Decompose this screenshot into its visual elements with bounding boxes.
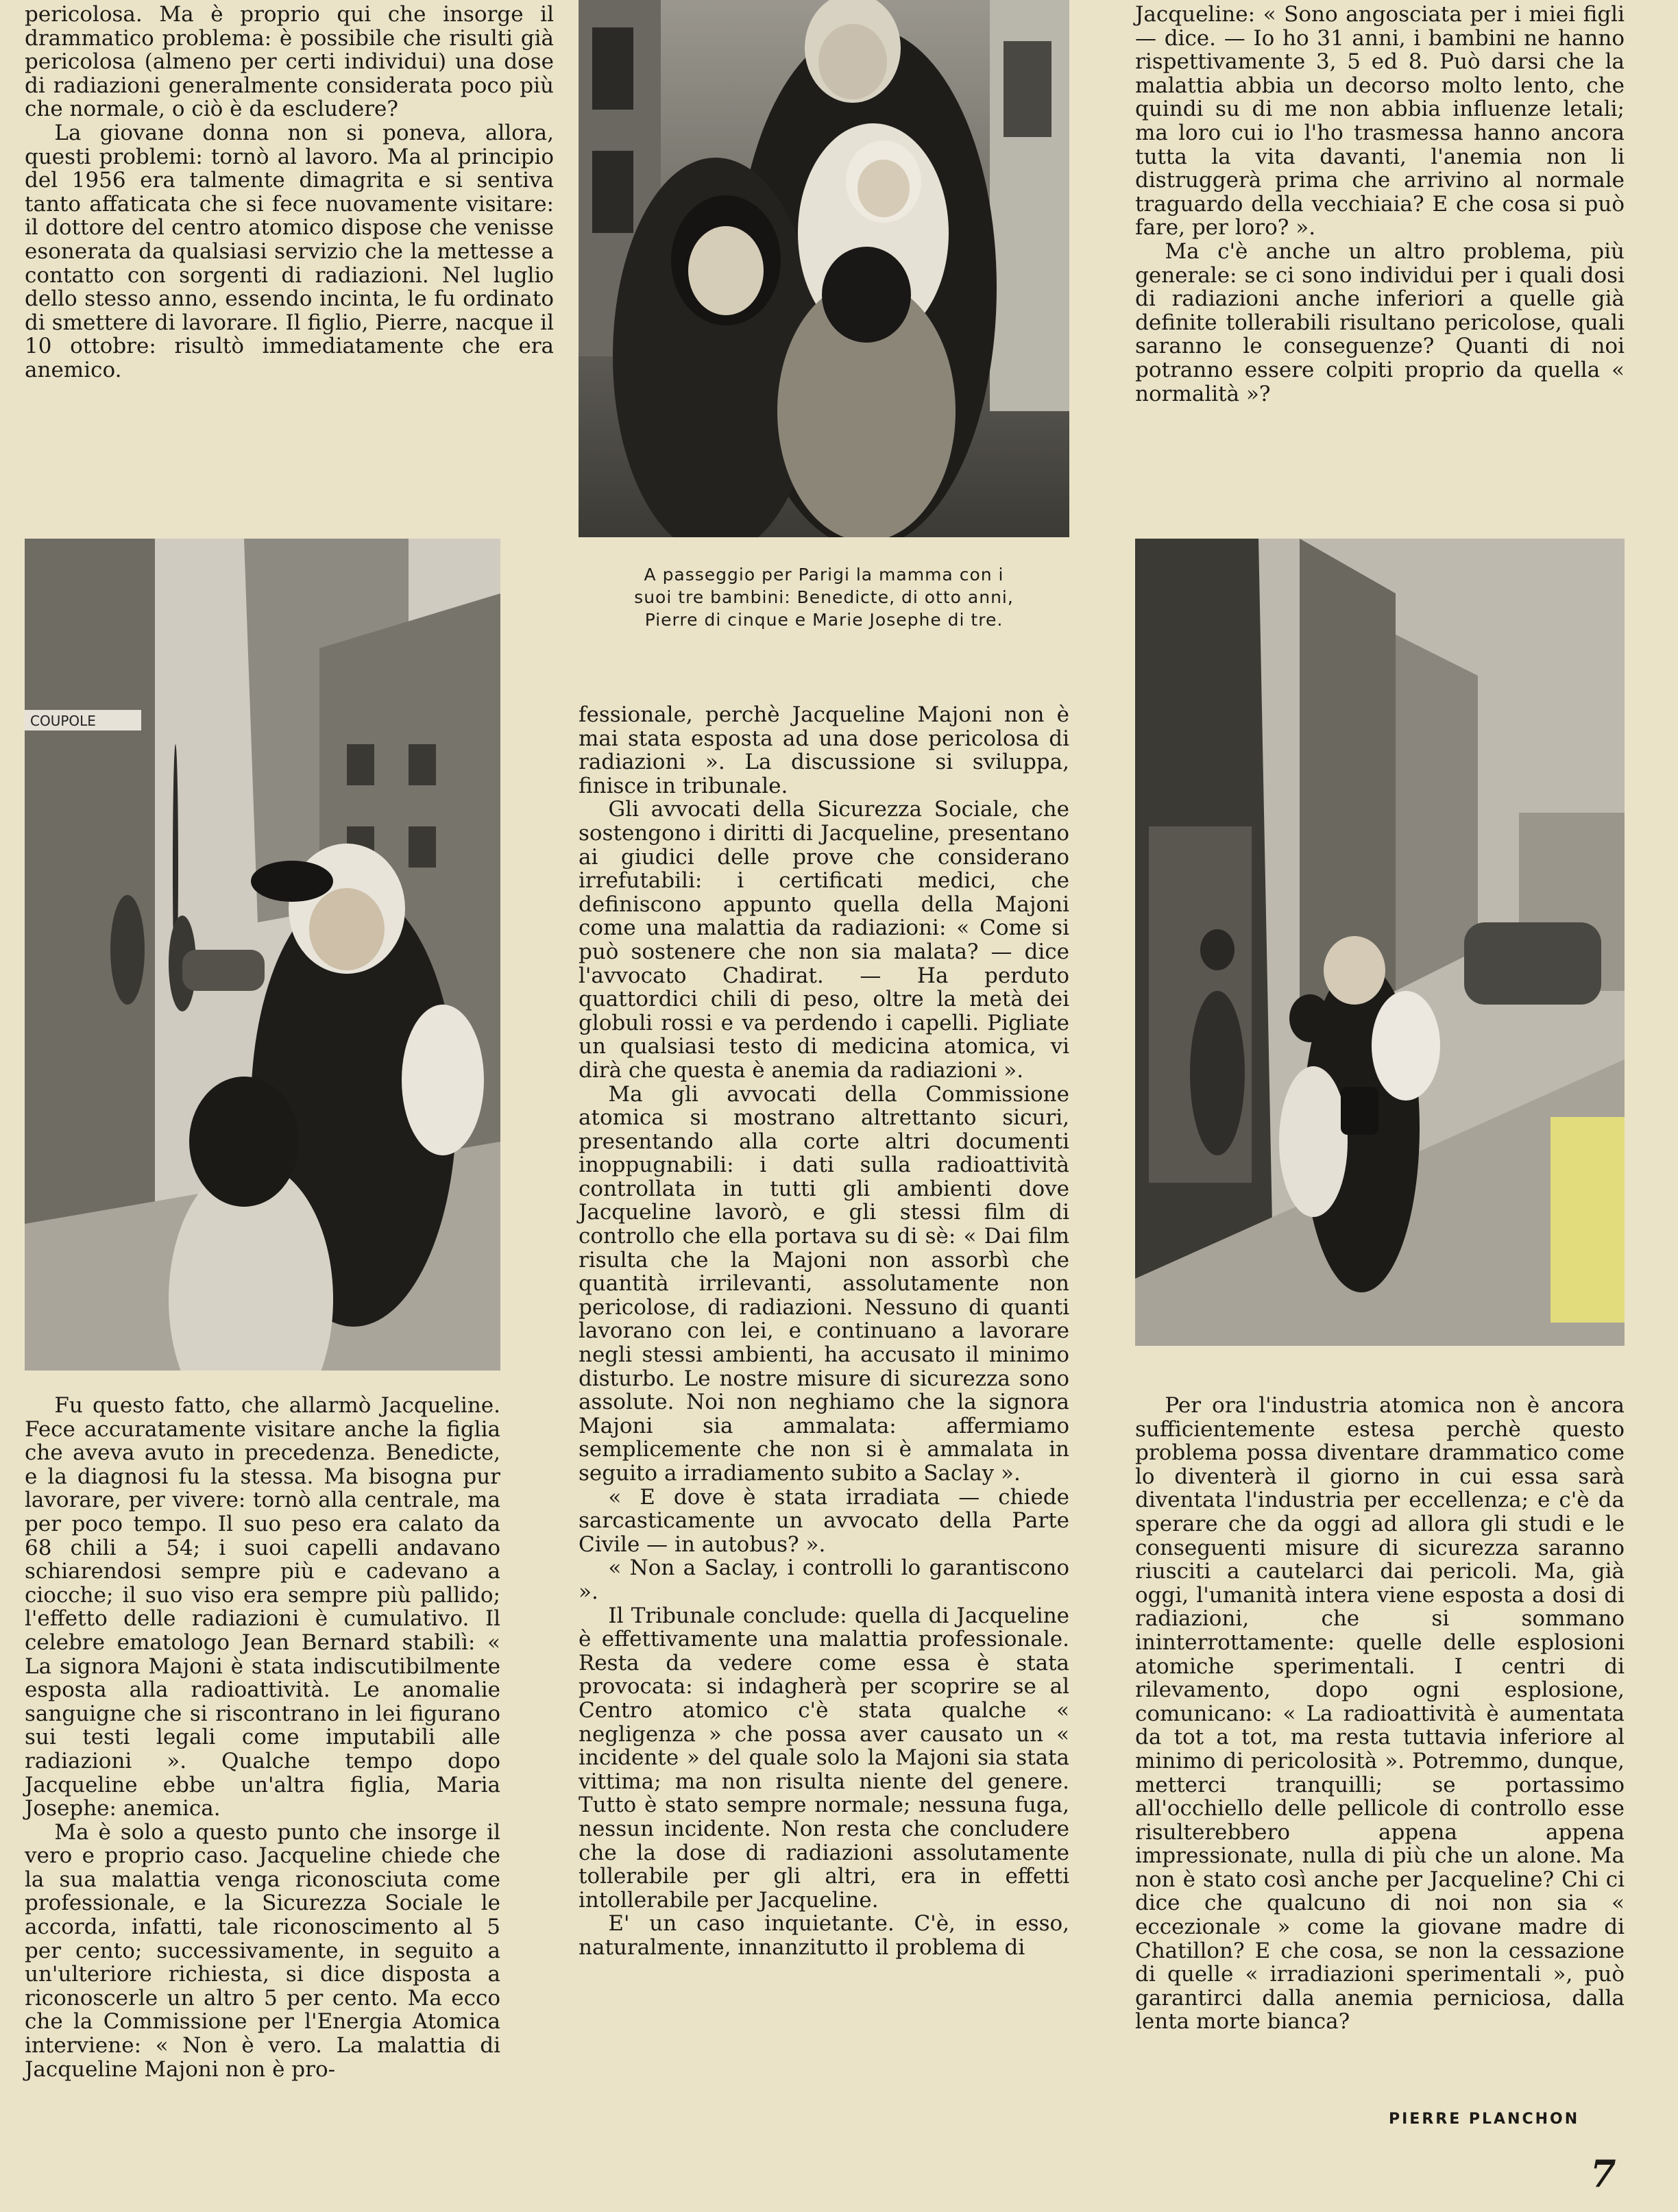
author-byline: PIERRE PLANCHON	[1389, 2111, 1580, 2128]
paragraph: « Non a Saclay, i controlli lo garantiscono ».	[579, 1556, 1069, 1604]
column-right-top	[1135, 3, 1625, 406]
shop-sign-text: COUPOLE	[30, 713, 96, 729]
paragraph: Fu questo fatto, che allarmò Jacqueline. Fece accuratamente visitare anche la figlia che aveva avuto in precedenza. Benedicte, e la diagnosi fu la stessa. Ma bisogna pur lavorare, per vivere: tornò alla centrale, ma per poco tempo. Il suo peso era calato da 68 chili a 54; i suoi capelli andavano schiarendosi sempre più e cadevano a ciocche; il suo viso era sempre più pallido; l'effetto delle radiazioni è cumulativo. Il celebre ematologo Jean Bernard stabilì: « La signora Majoni è stata indiscutibilmente esposta alla radioattività. Le anomalie sanguigne che si riscontrano in lei figurano sui testi legali come imputabili alle radiazioni ». Qualche tempo dopo Jacqueline ebbe un'altra figlia, Maria Josephe: anemica.	[25, 1393, 500, 1821]
paragraph: Gli avvocati della Sicurezza Sociale, che sostengono i diritti di Jacqueline, presentano ai giudici delle prove che considerano irrefutabili: i certificati medici, che definiscono appunto quella della Majoni come una malattia da radiazioni: « Come si può sostenere che non sia malata? — dice l'avvocato Chadirat. — Ha perduto quattordici chili di peso, oltre la metà dei globuli rossi e va perdendo i capelli. Pigliate un qualsiasi testo di medicina atomica, vi dirà che questa è anemia da radiazioni ».	[579, 797, 1069, 1083]
column-left-bottom	[25, 1394, 500, 2081]
paragraph: Per ora l'industria atomica non è ancora sufficientemente estesa perchè questo problema possa diventare drammatico come lo diventerà il giorno in cui essa sarà diventata l'industria per eccellenza; e c'è da sperare che da oggi ad allora gli studi e le conseguenti misure di sicurezza saranno riusciti a cautelarci dai pericoli. Ma, già oggi, l'umanità intera viene esposta a dosi di radiazioni, che si sommano ininterrottamente: quelle delle esplosioni atomiche sperimentali. I centri di rilevamento, dopo ogni esplosione, comunicano: « La radioattività è aumentata da tot a tot, ma resta tuttavia inferiore al minimo di pericolosità ». Potremmo, dunque, metterci tranquilli; se portassimo all'occhiello delle pellicole di controllo esse risulterebbero appena appena impressionate, nulla di più che un alone. Ma non è stato così anche per Jacqueline? Chi ci dice che qualcuno di noi non sia « eccezionale » come la giovane madre di Chatillon? E che cosa, se non la cessazione di quelle « irradiazioni sperimentali », può garantirci dalla anemia perniciosa, dalla lenta morte bianca?	[1135, 1393, 1625, 2035]
paragraph: Ma gli avvocati della Commissione atomica si mostrano altrettanto sicuri, presentando alla corte altri documenti inoppugnabili: i dati sulla radioattività controllata in tutti gli ambienti dove Jacqueline lavorò, e gli stessi film di controllo che ella portava su di sè: « Dai film risulta che la Majoni non assorbì che quantità irrilevanti, assolutamente non pericolose, di radiazioni. Nessuno di quanti lavorano con lei, e continuano a lavorare negli stessi ambienti, ha accusato il minimo disturbo. Le nostre misure di sicurezza sono assolute. Noi non neghiamo che la signora Majoni sia ammalata: affermiamo semplicemente che non si è ammalata in seguito a irradiamento subito a Saclay ».	[579, 1081, 1069, 1486]
photo-illustration	[25, 539, 500, 1371]
paper-tape-stain	[1551, 1117, 1625, 1323]
paragraph: fessionale, perchè Jacqueline Majoni non è mai stata esposta ad una dose pericolosa di radiazioni ». La discussione si sviluppa, finisce in tribunale.	[579, 702, 1069, 798]
caption-line: suoi tre bambini: Benedicte, di otto anni,	[634, 587, 1014, 607]
paragraph: « E dove è stata irradiata — chiede sarcasticamente un avvocato della Parte Civile — in autobus? ».	[579, 1484, 1069, 1557]
paragraph: Ma c'è anche un altro problema, più generale: se ci sono individui per i quali dosi di radiazioni anche inferiori a quelle già definite tollerabili risultano pericolose, quali saranno le conseguenze? Quanti di noi potranno essere colpiti proprio da quella « normalità »?	[1135, 238, 1625, 406]
caption-line: A passeggio per Parigi la mamma con i	[644, 565, 1004, 585]
paragraph: Ma è solo a questo punto che insorge il vero e proprio caso. Jacqueline chiede che la sua malattia venga riconosciuta come professionale, e la Sicurezza Sociale le accorda, infatti, tale riconoscimento al 5 per cento; successivamente, in seguito a un'ulteriore richiesta, si dice disposta a riconoscerle un altro 5 per cento. Ma ecco che la Commissione per l'Energia Atomica interviene: « Non è vero. La malattia di Jacqueline Majoni non è pro-	[25, 1819, 500, 2082]
column-left-top	[25, 3, 554, 382]
photo-caption	[579, 563, 1069, 631]
paragraph: Jacqueline: « Sono angosciata per i miei figli — dice. — Io ho 31 anni, i bambini ne hanno rispettivamente 3, 5 ed 8. Può darsi che la malattia abbia un decorso molto lento, che quindi su di me non abbia influenze letali; ma loro cui io l'ho trasmessa hanno ancora tutta la vita davanti, l'anemia non li distruggerà prima che arrivino al normale traguardo della vecchiaia? E che cosa si può fare, per loro? ».	[1135, 2, 1625, 241]
paragraph: E' un caso inquietante. C'è, in esso, naturalmente, innanzitutto il problema di	[579, 1911, 1069, 1960]
page-number: 7	[1590, 2152, 1616, 2196]
photo-illustration	[579, 0, 1069, 537]
column-right-bottom	[1135, 1394, 1625, 2034]
photo-mother-with-children	[579, 0, 1069, 537]
paragraph: Il Tribunale conclude: quella di Jacqueline è effettivamente una malattia professionale. Resta da vedere come essa è stata provocata: si indagherà per scoprire se al Centro atomico c'è stata qualche « negligenza » che possa aver causato un « incidente » del quale solo la Majoni sia stata vittima; ma non risulta niente del genere. Tutto è stato sempre normale; nessuna fuga, nessun incidente. Non resta che concludere che la dose di radiazioni assolutamente tollerabile per gli altri, era in effetti intollerabile per Jacqueline.	[579, 1603, 1069, 1913]
caption-line: Pierre di cinque e Marie Josephe di tre.	[644, 610, 1004, 630]
paragraph: La giovane donna non si poneva, allora, questi problemi: tornò al lavoro. Ma al principio del 1956 era talmente dimagrita e si sentiva tanto affaticata che si fece nuovamente visitare: il dottore del centro atomico dispose che venisse esonerata da qualsiasi servizio che la mettesse a contatto con sorgenti di radiazioni. Nel luglio dello stesso anno, essendo incinta, le fu ordinato di smettere di lavorare. Il figlio, Pierre, nacque il 10 ottobre: risultò immediatamente che era anemico.	[25, 120, 554, 382]
paragraph: pericolosa. Ma è proprio qui che insorge il drammatico problema: è possibile che risulti già pericolosa (almeno per certi individui) una dose di radiazioni generalmente considerata poco più che normale, o ciò è da escludere?	[25, 2, 554, 122]
column-middle-bottom	[579, 703, 1069, 1959]
photo-street-mother	[25, 539, 500, 1371]
